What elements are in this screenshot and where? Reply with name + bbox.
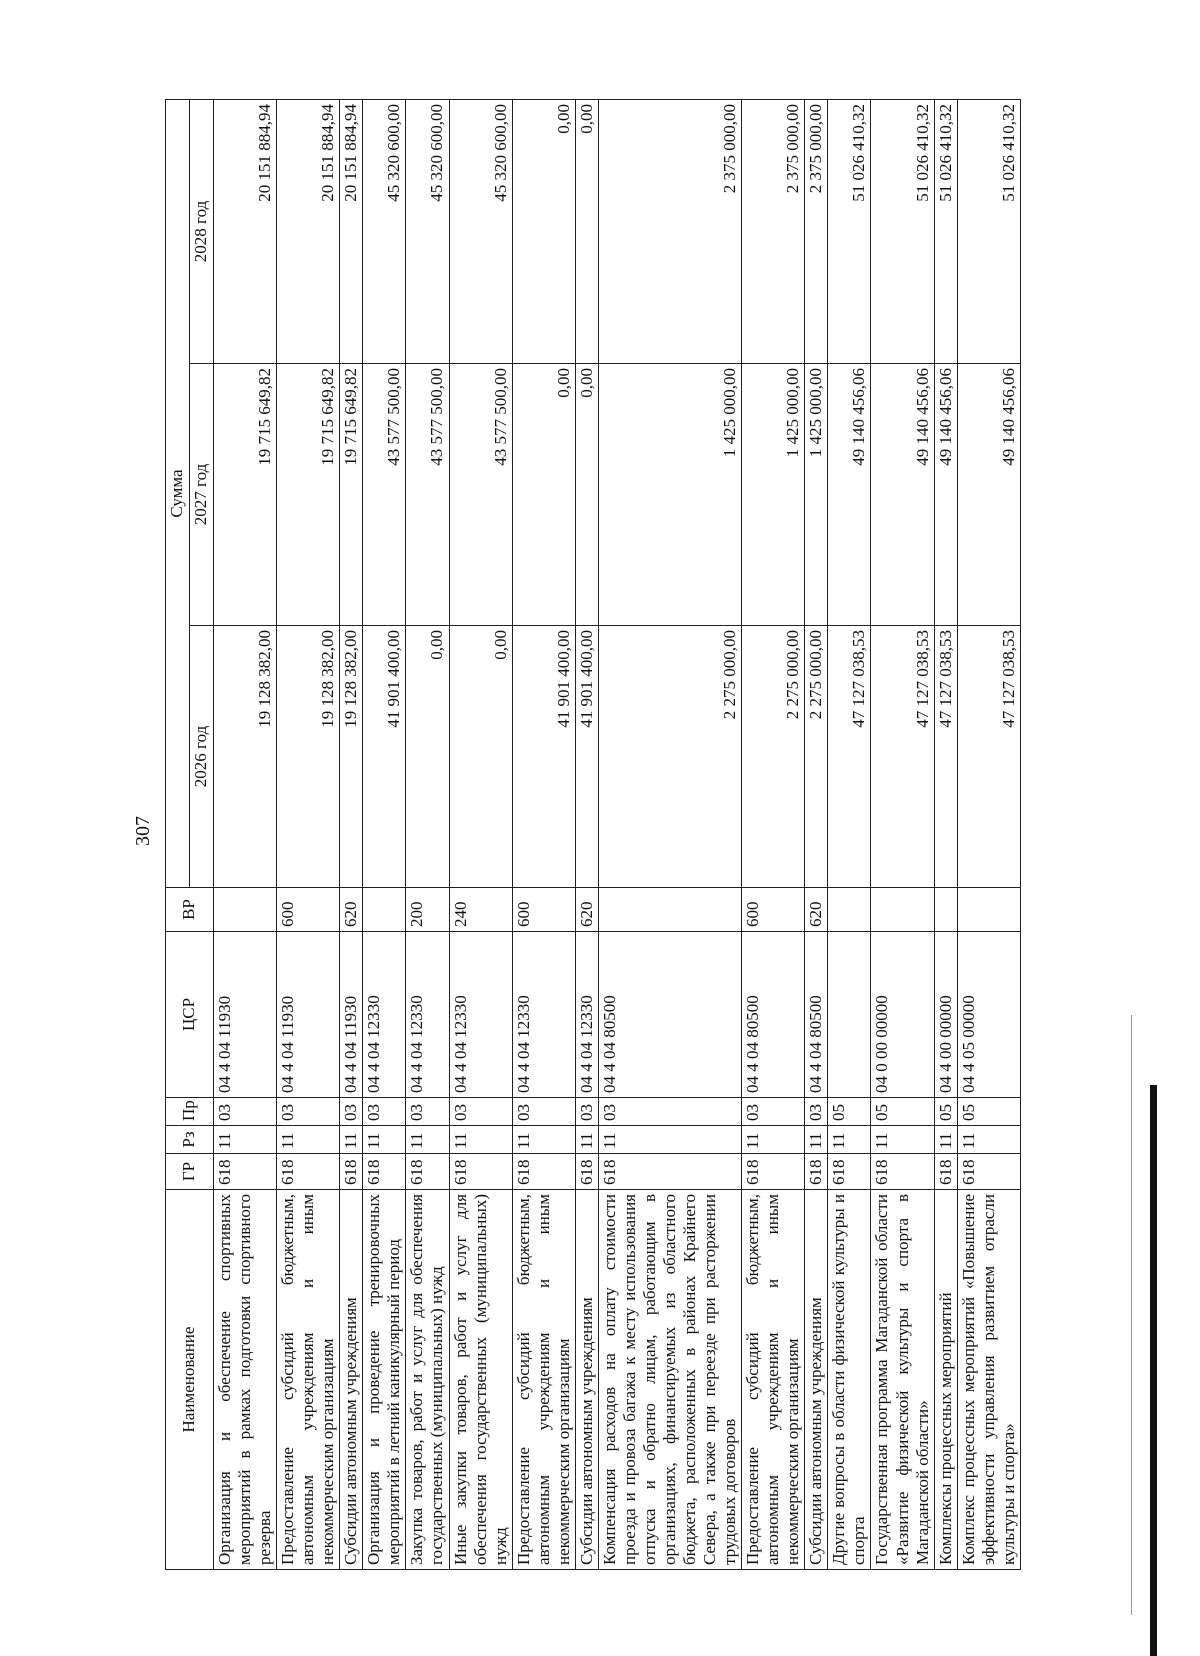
header-name: Наименование [166, 1190, 214, 1570]
cell-gr: 618 [805, 1154, 828, 1190]
cell-y2027: 19 715 649,82 [340, 364, 363, 626]
cell-y2028: 0,00 [575, 100, 598, 364]
cell-csr: 04 4 04 12330 [512, 932, 575, 1098]
cell-y2026: 41 901 400,00 [363, 626, 406, 888]
table-row [805, 100, 828, 1570]
table-row [449, 100, 512, 1570]
table-row [598, 100, 741, 1570]
cell-gr: 618 [340, 1154, 363, 1190]
table-row [214, 100, 277, 1570]
cell-name: Государственная программа Магаданской области «Развитие физической культуры и спорта в Магаданской области» [871, 1190, 934, 1570]
cell-y2027: 19 715 649,82 [277, 364, 340, 626]
budget-table [165, 99, 1021, 1570]
cell-rz: 11 [449, 1126, 512, 1154]
cell-csr [828, 932, 871, 1098]
cell-y2028: 51 026 410,32 [871, 100, 934, 364]
cell-gr: 618 [828, 1154, 871, 1190]
cell-y2026: 2 275 000,00 [742, 626, 805, 888]
cell-csr: 04 4 04 12330 [575, 932, 598, 1098]
cell-gr: 618 [598, 1154, 741, 1190]
cell-y2027: 1 425 000,00 [805, 364, 828, 626]
cell-name: Другие вопросы в области физической культуры и спорта [828, 1190, 871, 1570]
cell-y2026: 41 901 400,00 [512, 626, 575, 888]
cell-y2028: 20 151 884,94 [340, 100, 363, 364]
cell-gr: 618 [934, 1154, 957, 1190]
header-2026: 2026 год [190, 626, 214, 888]
cell-name: Комплекс процессных мероприятий «Повышение эффективности управления развитием отрасли культуры и спорта» [957, 1190, 1020, 1570]
cell-y2028: 2 375 000,00 [805, 100, 828, 364]
cell-name: Компенсация расходов на оплату стоимости проезда и провоза багажа к месту использования отпуска и обратно лицам, работающим в организациях, финансируемых из областного бюджета, расположенных в районах Крайнего Севера, а также при переезде при расторжении трудовых договоров [598, 1190, 741, 1570]
cell-name: Предоставление субсидий бюджетным, автономным учреждениям и иным некоммерческим организациям [742, 1190, 805, 1570]
cell-y2027: 43 577 500,00 [449, 364, 512, 626]
cell-y2026: 47 127 038,53 [957, 626, 1020, 888]
cell-rz: 11 [957, 1126, 1020, 1154]
cell-y2027: 43 577 500,00 [363, 364, 406, 626]
cell-vr: 200 [406, 888, 449, 932]
cell-gr: 618 [871, 1154, 934, 1190]
cell-rz: 11 [575, 1126, 598, 1154]
cell-vr [598, 888, 741, 932]
cell-csr: 04 4 04 12330 [363, 932, 406, 1098]
cell-csr: 04 4 04 11930 [277, 932, 340, 1098]
cell-y2028: 2 375 000,00 [742, 100, 805, 364]
cell-rz: 11 [805, 1126, 828, 1154]
header-2028: 2028 год [190, 100, 214, 364]
table-row [277, 100, 340, 1570]
cell-y2027: 49 140 456,06 [957, 364, 1020, 626]
table-row [742, 100, 805, 1570]
cell-rz: 11 [363, 1126, 406, 1154]
cell-pr: 05 [957, 1098, 1020, 1126]
cell-vr [214, 888, 277, 932]
cell-rz: 11 [742, 1126, 805, 1154]
cell-gr: 618 [406, 1154, 449, 1190]
cell-pr: 03 [406, 1098, 449, 1126]
cell-y2028: 51 026 410,32 [957, 100, 1020, 364]
cell-csr: 04 4 04 80500 [742, 932, 805, 1098]
margin-rule [1150, 1085, 1157, 1656]
cell-rz: 11 [598, 1126, 741, 1154]
cell-vr: 600 [512, 888, 575, 932]
cell-pr: 03 [449, 1098, 512, 1126]
cell-y2027: 1 425 000,00 [598, 364, 741, 626]
cell-y2028: 2 375 000,00 [598, 100, 741, 364]
cell-y2026: 19 128 382,00 [214, 626, 277, 888]
cell-gr: 618 [957, 1154, 1020, 1190]
cell-csr: 04 4 00 00000 [934, 932, 957, 1098]
cell-pr: 03 [575, 1098, 598, 1126]
cell-y2028: 45 320 600,00 [449, 100, 512, 364]
cell-pr: 03 [277, 1098, 340, 1126]
cell-csr: 04 4 04 80500 [805, 932, 828, 1098]
table-row [575, 100, 598, 1570]
cell-gr: 618 [214, 1154, 277, 1190]
cell-csr: 04 4 05 00000 [957, 932, 1020, 1098]
cell-pr: 03 [805, 1098, 828, 1126]
cell-y2026: 41 901 400,00 [575, 626, 598, 888]
table-row [957, 100, 1020, 1570]
cell-rz: 11 [934, 1126, 957, 1154]
cell-pr: 05 [828, 1098, 871, 1126]
cell-name: Субсидии автономным учреждениям [805, 1190, 828, 1570]
cell-csr: 04 4 04 12330 [406, 932, 449, 1098]
cell-vr: 240 [449, 888, 512, 932]
table-row [934, 100, 957, 1570]
cell-y2028: 51 026 410,32 [934, 100, 957, 364]
cell-pr: 03 [363, 1098, 406, 1126]
cell-name: Предоставление субсидий бюджетным, автономным учреждениям и иным некоммерческим организациям [277, 1190, 340, 1570]
table-row [340, 100, 363, 1570]
cell-pr: 03 [598, 1098, 741, 1126]
cell-pr: 03 [340, 1098, 363, 1126]
table-body [214, 100, 1021, 1570]
cell-y2026: 47 127 038,53 [828, 626, 871, 888]
cell-rz: 11 [340, 1126, 363, 1154]
cell-y2027: 49 140 456,06 [871, 364, 934, 626]
cell-csr: 04 4 04 12330 [449, 932, 512, 1098]
cell-y2027: 43 577 500,00 [406, 364, 449, 626]
cell-y2026: 0,00 [449, 626, 512, 888]
cell-rz: 11 [277, 1126, 340, 1154]
cell-gr: 618 [449, 1154, 512, 1190]
cell-y2026: 47 127 038,53 [871, 626, 934, 888]
header-pr: Пр [166, 1098, 214, 1126]
cell-vr [934, 888, 957, 932]
cell-y2028: 0,00 [512, 100, 575, 364]
header-2027: 2027 год [190, 364, 214, 626]
cell-y2026: 47 127 038,53 [934, 626, 957, 888]
cell-vr: 620 [805, 888, 828, 932]
cell-gr: 618 [363, 1154, 406, 1190]
cell-y2027: 49 140 456,06 [828, 364, 871, 626]
cell-pr: 03 [742, 1098, 805, 1126]
cell-vr: 600 [277, 888, 340, 932]
cell-csr: 04 4 04 11930 [340, 932, 363, 1098]
table-row [828, 100, 871, 1570]
cell-rz: 11 [214, 1126, 277, 1154]
cell-name: Иные закупки товаров, работ и услуг для обеспечения государственных (муниципальных) нужд [449, 1190, 512, 1570]
cell-gr: 618 [512, 1154, 575, 1190]
cell-gr: 618 [277, 1154, 340, 1190]
cell-y2026: 2 275 000,00 [598, 626, 741, 888]
cell-vr [871, 888, 934, 932]
cell-pr: 05 [934, 1098, 957, 1126]
cell-rz: 11 [512, 1126, 575, 1154]
cell-vr: 620 [575, 888, 598, 932]
cell-y2027: 0,00 [512, 364, 575, 626]
cell-y2028: 45 320 600,00 [363, 100, 406, 364]
table-row [871, 100, 934, 1570]
header-csr: ЦСР [166, 932, 214, 1098]
cell-csr: 04 4 04 80500 [598, 932, 741, 1098]
cell-y2026: 19 128 382,00 [277, 626, 340, 888]
cell-gr: 618 [575, 1154, 598, 1190]
cell-pr: 03 [512, 1098, 575, 1126]
header-gr: ГР [166, 1154, 214, 1190]
cell-y2027: 1 425 000,00 [742, 364, 805, 626]
cell-name: Субсидии автономным учреждениям [575, 1190, 598, 1570]
cell-vr: 620 [340, 888, 363, 932]
cell-pr: 03 [214, 1098, 277, 1126]
cell-gr: 618 [742, 1154, 805, 1190]
budget-table-rotated [165, 100, 1125, 1570]
header-vr: ВР [166, 888, 214, 932]
cell-csr: 04 4 04 11930 [214, 932, 277, 1098]
cell-vr [957, 888, 1020, 932]
margin-rule-thin [1131, 1015, 1132, 1615]
page-number: 307 [132, 816, 154, 846]
cell-y2027: 49 140 456,06 [934, 364, 957, 626]
header-sum: Сумма [166, 100, 190, 888]
cell-y2026: 0,00 [406, 626, 449, 888]
cell-name: Закупка товаров, работ и услуг для обеспечения государственных (муниципальных) нужд [406, 1190, 449, 1570]
cell-rz: 11 [406, 1126, 449, 1154]
cell-y2027: 19 715 649,82 [214, 364, 277, 626]
cell-y2028: 20 151 884,94 [277, 100, 340, 364]
cell-vr: 600 [742, 888, 805, 932]
cell-name: Организация и обеспечение спортивных мероприятий в рамках подготовки спортивного резерва [214, 1190, 277, 1570]
cell-pr: 05 [871, 1098, 934, 1126]
cell-name: Комплексы процессных мероприятий [934, 1190, 957, 1570]
cell-rz: 11 [871, 1126, 934, 1154]
cell-vr [363, 888, 406, 932]
header-rz: Рз [166, 1126, 214, 1154]
cell-csr: 04 0 00 00000 [871, 932, 934, 1098]
cell-y2027: 0,00 [575, 364, 598, 626]
cell-rz: 11 [828, 1126, 871, 1154]
cell-y2028: 20 151 884,94 [214, 100, 277, 364]
cell-y2028: 45 320 600,00 [406, 100, 449, 364]
cell-name: Предоставление субсидий бюджетным, автономным учреждениям и иным некоммерческим организациям [512, 1190, 575, 1570]
cell-y2028: 51 026 410,32 [828, 100, 871, 364]
cell-name: Субсидии автономным учреждениям [340, 1190, 363, 1570]
cell-y2026: 2 275 000,00 [805, 626, 828, 888]
cell-name: Организация и проведение тренировочных мероприятий в летний каникулярный период [363, 1190, 406, 1570]
cell-y2026: 19 128 382,00 [340, 626, 363, 888]
table-row [512, 100, 575, 1570]
table-header [166, 100, 214, 1570]
table-row [363, 100, 406, 1570]
cell-vr [828, 888, 871, 932]
table-row [406, 100, 449, 1570]
